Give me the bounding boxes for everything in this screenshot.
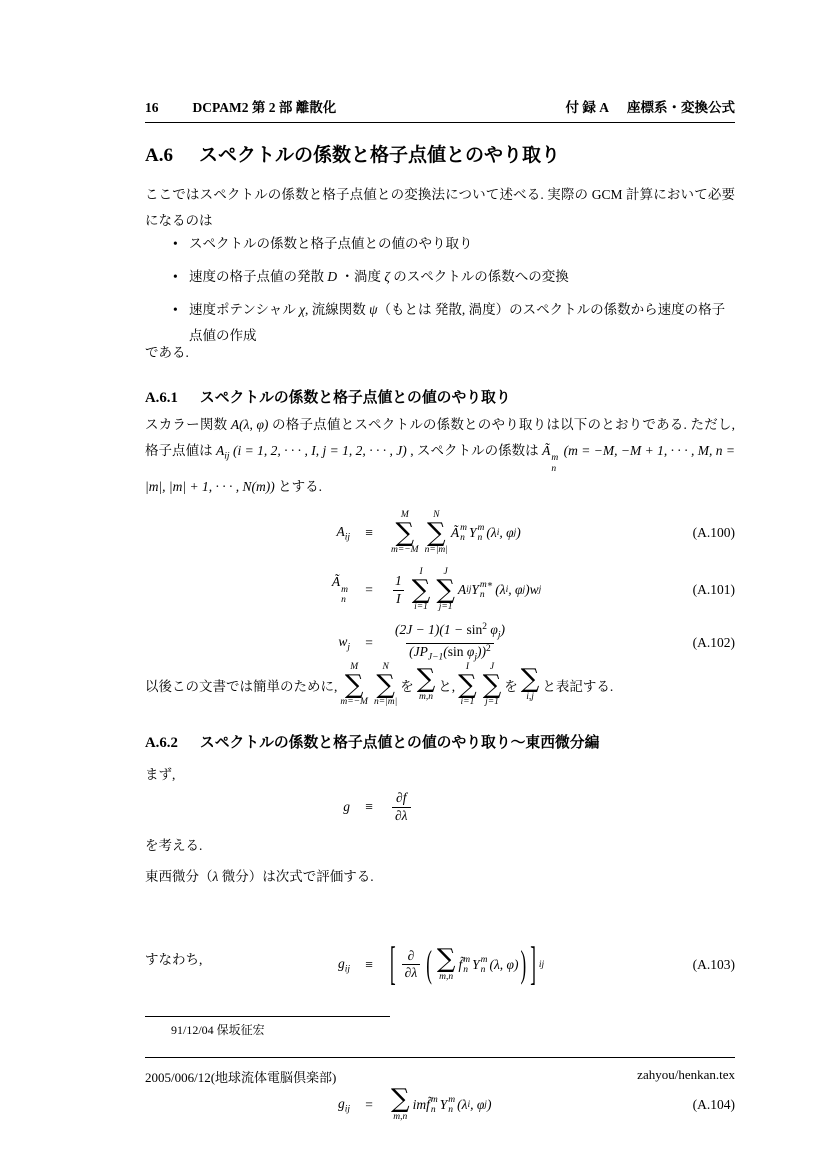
math-term: )): [477, 643, 487, 659]
page-footer: [145, 1057, 735, 1086]
text-segment: のスペクトルの係数への変換: [389, 269, 569, 284]
superscript-subscript: [480, 580, 493, 601]
bullet-icon: •: [173, 236, 178, 251]
math-term: (2J − 1)(1 −: [395, 622, 467, 638]
superscript: m: [477, 522, 485, 533]
math-term: φ: [463, 643, 475, 659]
text-segment: （もとは 発散, 渦度）のスペクトルの係数から速度の格子点値の作成: [189, 302, 726, 343]
math-term: λ: [212, 869, 219, 884]
math-term: ): [516, 525, 521, 540]
sigma-icon: ∑: [482, 669, 502, 700]
fraction: [392, 790, 411, 825]
superscript: m: [430, 1094, 438, 1105]
math-term: Ã: [542, 443, 551, 458]
relation-sign: =: [365, 635, 373, 650]
footnote: [145, 1016, 735, 1038]
subscript: J−1: [427, 652, 444, 663]
section-number: A.6.1: [145, 390, 178, 406]
fraction-denominator: ∂λ: [402, 964, 421, 982]
math-term: , φ: [508, 582, 523, 597]
text-segment: , 流線関数: [305, 302, 370, 317]
sum-lower-limit: i=1: [460, 697, 475, 708]
sigma-icon: ∑: [520, 664, 540, 695]
sigma-icon: ∑: [411, 574, 431, 605]
header-left-title: DCPAM2 第 2 部 離散化: [192, 100, 337, 115]
sum-upper-limit: I: [419, 566, 423, 577]
section-title: スペクトルの係数と格子点値とのやり取り: [198, 145, 560, 166]
subscript: j: [513, 528, 517, 538]
text-segment: スペクトルの係数と格子点値との値のやり取り: [189, 236, 473, 251]
math-term: Ã: [450, 525, 460, 540]
equation-lhs: [336, 524, 350, 542]
superscript-subscript: [478, 523, 485, 544]
section-number: A.6: [145, 145, 173, 166]
relation-sign: ≡: [365, 525, 373, 540]
sum-lower-limit: m=−M: [340, 697, 368, 708]
equation-lhs: [332, 574, 350, 605]
fraction-numerator: ∂f: [396, 789, 407, 805]
fraction-numerator: ∂: [407, 947, 415, 963]
equation-label: (A.100): [692, 525, 735, 540]
subscript: ij: [344, 532, 350, 543]
superscript: 2: [482, 622, 487, 633]
math-term: (λ: [495, 582, 506, 597]
footer-right: zahyou/henkan.tex: [637, 1067, 735, 1082]
page-number: 16: [145, 100, 159, 115]
subscript: j: [474, 652, 478, 663]
math-term: (λ, φ): [489, 956, 519, 972]
fraction-denominator: I: [393, 590, 404, 608]
relation-sign: =: [365, 1097, 373, 1112]
function-name: sin: [447, 643, 464, 659]
sum-upper-limit: N: [433, 509, 440, 520]
text-segment: を: [400, 679, 414, 694]
math-term: ψ: [369, 302, 378, 317]
subscript: n: [430, 1104, 436, 1115]
superscript-subscript: [431, 1095, 438, 1116]
sum-upper-limit: M: [400, 509, 409, 520]
equation-lhs: [338, 1096, 350, 1114]
math-term: (: [443, 643, 448, 659]
math-term: (i = 1, 2, · · · , I, j = 1, 2, · · · , J): [229, 443, 411, 458]
text-segment: 東西微分（: [145, 869, 213, 884]
intro-paragraph: [145, 182, 735, 234]
subscript: ij: [224, 451, 230, 462]
page-header: [145, 96, 735, 123]
fraction: [392, 573, 405, 608]
subscript: n: [479, 590, 485, 600]
sigma-icon: ∑: [426, 517, 446, 548]
math-term: w: [338, 633, 348, 649]
math-term: (m = −M, −M + 1, · · · , M, n = |m|, |m| + 1, · · · , N(m)): [145, 443, 736, 495]
math-term: A: [216, 443, 225, 458]
function-name: sin: [466, 622, 483, 638]
sigma-icon: ∑: [391, 1084, 410, 1115]
bullet-list: [145, 231, 735, 356]
math-term: Y: [439, 1096, 448, 1112]
bullet-icon: •: [173, 302, 178, 317]
sunawachi-text: [145, 944, 735, 975]
outro-text: [145, 340, 735, 366]
text-segment: すなわち,: [145, 952, 203, 967]
equation-a100: [145, 504, 735, 562]
page-content: [145, 0, 736, 1122]
sum-lower-limit: j=1: [438, 602, 453, 613]
footnote-text: 91/12/04 保坂征宏: [171, 1023, 265, 1037]
right-bracket: ]: [530, 937, 536, 990]
equation-a104: [145, 1078, 735, 1132]
subscript: i: [496, 528, 500, 538]
math-term: , φ: [499, 525, 514, 540]
subscript: i: [505, 585, 509, 595]
section-title: スペクトルの係数と格子点値との値のやり取り: [199, 390, 511, 406]
summation: [483, 662, 502, 709]
sum-lower-limit: n=|m|: [373, 697, 398, 708]
equation-label: (A.104): [692, 1097, 735, 1112]
math-term: , φ: [470, 1096, 485, 1112]
math-term: f̃: [458, 956, 463, 972]
sum-lower-limit: m,n: [419, 691, 434, 702]
sigma-icon: ∑: [376, 669, 395, 700]
superscript: 2: [486, 643, 491, 654]
section-title: スペクトルの係数と格子点値との値のやり取り～東西微分編: [199, 735, 600, 751]
sigma-icon: ∑: [458, 669, 477, 700]
math-term: (λ: [457, 1096, 468, 1112]
notation-paragraph: [145, 658, 735, 712]
fraction-numerator: [392, 622, 508, 642]
text-segment: を: [504, 679, 518, 694]
text-segment: 微分）は次式で評価する.: [218, 869, 374, 884]
summation: [391, 1084, 410, 1123]
equation-rhs: [388, 567, 735, 614]
bullet-icon: •: [173, 269, 178, 284]
sum-upper-limit: I: [465, 661, 470, 672]
equation-label: (A.102): [692, 635, 735, 650]
section-number: A.6.2: [145, 735, 178, 751]
sum-lower-limit: i=1: [414, 602, 428, 613]
subscript: n: [448, 1104, 453, 1115]
section-a61-heading: [145, 386, 735, 407]
superscript: m: [448, 1094, 456, 1105]
summation: [436, 567, 455, 614]
sum-lower-limit: m,n: [393, 1111, 408, 1122]
text-segment: ・渦度: [337, 269, 385, 284]
subscript: i: [467, 1099, 471, 1110]
superscript-subscript: [460, 523, 467, 544]
math-term: g: [337, 1095, 345, 1111]
text-segment: , スペクトルの係数は: [410, 443, 543, 458]
text-segment: ここではスペクトルの係数と格子点値との変換法について述べる. 実際の GCM 計算において必要になるのは: [145, 187, 735, 228]
math-term: ): [525, 582, 530, 597]
sigma-icon: ∑: [436, 944, 456, 975]
sum-upper-limit: M: [350, 661, 359, 672]
left-bracket: [: [390, 937, 396, 990]
text-segment: の格子点値とスペクトルの係数とのやり取りは以下のとおりである. ただし, 格子点値は: [145, 417, 736, 458]
math-term: Y: [471, 582, 479, 597]
header-right-title: 座標系・変換公式: [627, 100, 735, 115]
equation-block: [145, 504, 735, 668]
math-term: g: [337, 955, 345, 971]
subscript: j: [497, 630, 501, 641]
superscript: m∗: [479, 579, 494, 590]
superscript: m: [463, 954, 471, 965]
subscript: ij: [344, 964, 350, 975]
subscript: j: [538, 585, 542, 595]
summation: [412, 567, 431, 614]
math-term: χ: [299, 302, 306, 317]
sum-upper-limit: J: [443, 566, 448, 577]
superscript: m: [551, 453, 559, 464]
superscript-subscript: [551, 453, 558, 474]
subscript: ij: [344, 1104, 350, 1115]
text-segment: 速度の格子点値の発散: [189, 269, 328, 284]
math-term: f̃: [426, 1096, 430, 1112]
summation: [374, 662, 397, 709]
subscript: n: [463, 964, 468, 975]
subscript: n: [477, 533, 483, 543]
math-term: (JP: [409, 643, 428, 659]
list-item: [145, 264, 735, 290]
math-term: A: [457, 582, 467, 597]
math-term: (λ: [486, 525, 497, 540]
subscript: j: [484, 1099, 487, 1110]
sum-lower-limit: m,n: [439, 971, 454, 982]
math-term: Ã: [331, 574, 341, 590]
subscript: n: [341, 595, 346, 606]
text-segment: とする.: [274, 479, 322, 495]
section-a62-heading: [145, 731, 735, 752]
equation-label: (A.103): [692, 957, 735, 972]
text-segment: スカラー関数: [145, 417, 231, 432]
right-paren: ): [520, 942, 527, 986]
equation-rhs: [388, 790, 735, 825]
text-segment: を考える.: [145, 838, 203, 853]
summation: [416, 664, 436, 703]
kangaeru-text: [145, 833, 735, 859]
relation-sign: ≡: [365, 957, 373, 972]
math-term: im: [412, 1096, 427, 1112]
text-segment: である.: [145, 345, 189, 360]
equation-rhs: [388, 1084, 735, 1123]
equation-label: (A.101): [692, 582, 735, 597]
text-segment: まず,: [145, 767, 176, 782]
math-term: ζ: [384, 269, 390, 284]
left-paren: (: [426, 942, 432, 986]
subscript: ij: [538, 959, 545, 970]
equation-rhs: [388, 510, 735, 557]
math-term: Y: [472, 956, 480, 972]
math-term: w: [529, 582, 539, 597]
tozai-text: [145, 864, 735, 890]
equation-lhs: [338, 634, 350, 652]
sigma-icon: ∑: [344, 669, 364, 700]
equation-lhs: g: [343, 799, 350, 814]
summation: [520, 664, 540, 703]
subscript: ij: [466, 585, 472, 595]
math-term: φ: [486, 622, 498, 638]
superscript: m: [460, 522, 467, 533]
summation: [458, 662, 477, 709]
subscript: j: [522, 585, 526, 595]
section-a6-heading: [145, 140, 735, 167]
math-term: ): [486, 1096, 492, 1112]
sum-upper-limit: J: [489, 661, 495, 672]
relation-sign: ≡: [365, 799, 373, 814]
math-term: ): [500, 622, 505, 638]
text-segment: と,: [438, 679, 456, 694]
sum-upper-limit: N: [382, 661, 389, 672]
summation: [340, 662, 368, 709]
subscript: n: [460, 533, 465, 543]
equation-a101: [145, 562, 735, 618]
fraction-denominator: ∂λ: [392, 807, 411, 825]
sum-lower-limit: i,j: [526, 691, 534, 702]
superscript-subscript: [341, 585, 348, 606]
footer-left: 2005/006/12(地球流体電脳倶楽部): [145, 1070, 337, 1085]
summation: [391, 510, 419, 557]
relation-sign: =: [365, 582, 373, 597]
text-segment: と表記する.: [542, 679, 614, 694]
math-term: A(λ, φ): [230, 417, 269, 432]
superscript-subscript: [448, 1095, 455, 1116]
sigma-icon: ∑: [395, 517, 415, 548]
text-segment: 速度ポテンシャル: [189, 302, 300, 317]
sum-lower-limit: m=−M: [391, 545, 419, 556]
math-term: D: [327, 269, 338, 284]
subscript: n: [480, 964, 486, 975]
text-segment: 以後この文書では簡単のために,: [145, 679, 338, 694]
subscript: j: [347, 642, 350, 653]
sigma-icon: ∑: [436, 574, 455, 605]
math-term: Y: [468, 525, 477, 540]
fraction-numerator: 1: [395, 572, 402, 588]
sigma-icon: ∑: [416, 664, 436, 695]
math-term: A: [336, 523, 345, 539]
superscript: m: [341, 584, 348, 595]
subscript: n: [551, 463, 557, 474]
summation: [425, 510, 448, 557]
equation-g: [145, 784, 735, 830]
list-item: [145, 231, 735, 257]
a61-paragraph: [145, 412, 735, 500]
sum-lower-limit: j=1: [485, 697, 499, 708]
superscript: m: [480, 954, 488, 965]
sum-lower-limit: n=|m|: [424, 545, 448, 556]
header-appendix-label: 付 録 A: [565, 100, 609, 115]
